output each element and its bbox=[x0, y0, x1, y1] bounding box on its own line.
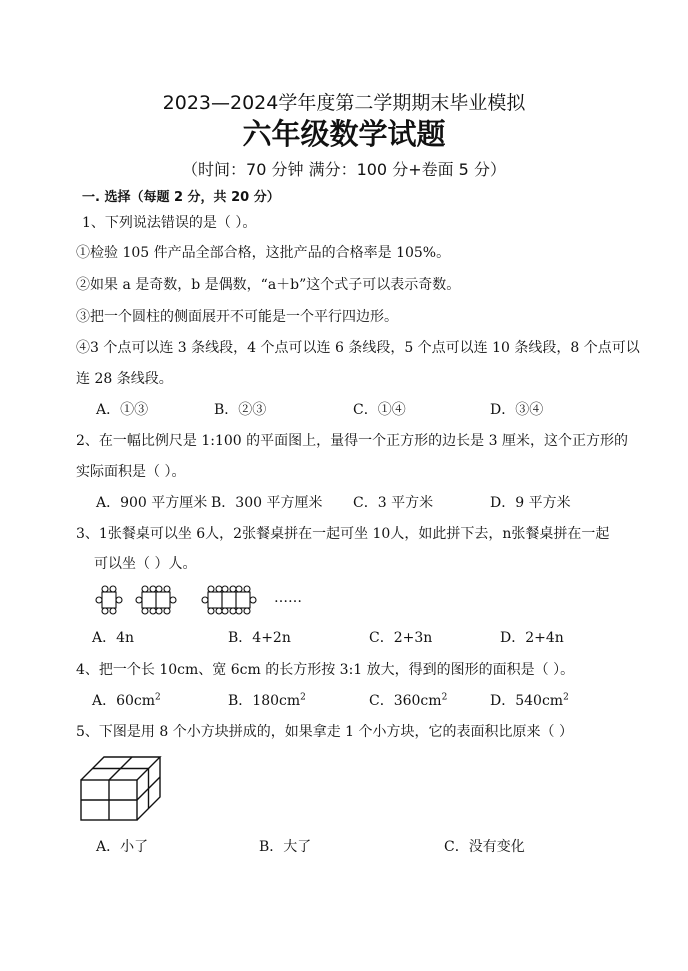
q4-option-d-text: D．540cm bbox=[490, 693, 564, 709]
q1-option-b[interactable]: B．②③ bbox=[214, 402, 267, 418]
exam-title: 六年级数学试题 bbox=[242, 117, 446, 151]
cube-stack-figure bbox=[80, 756, 162, 822]
table-arrangement-figure bbox=[94, 584, 294, 616]
q2-option-c[interactable]: C．3 平方米 bbox=[353, 495, 434, 511]
two-tables-diagram bbox=[136, 586, 176, 614]
q2-stem-cont: 实际面积是（ ）。 bbox=[76, 464, 186, 480]
q5-option-c[interactable]: C．没有变化 bbox=[444, 839, 525, 855]
q3-option-c[interactable]: C．2+3n bbox=[369, 630, 433, 646]
q5-option-b[interactable]: B．大了 bbox=[259, 839, 312, 855]
q4-option-c-text: C．360cm bbox=[369, 693, 442, 709]
q1-statement-2: ②如果 a 是奇数，b 是偶数，“a＋b”这个式子可以表示奇数。 bbox=[76, 277, 461, 293]
q4-option-b-text: B．180cm bbox=[228, 693, 301, 709]
q1-option-a[interactable]: A．①③ bbox=[96, 402, 149, 418]
q4-stem: 4、把一个长 10cm、宽 6cm 的长方形按 3:1 放大，得到的图形的面积是（ ）。 bbox=[76, 662, 575, 678]
q4-option-b[interactable] bbox=[228, 690, 306, 710]
section-heading: 一. 选择（每题 2 分，共 20 分） bbox=[82, 190, 280, 205]
q4-option-c[interactable] bbox=[369, 690, 447, 710]
q2-option-b[interactable]: B．300 平方厘米 bbox=[211, 495, 323, 511]
q3-option-d[interactable]: D．2+4n bbox=[500, 630, 564, 646]
q4-option-b-sup: 2 bbox=[300, 692, 306, 703]
q5-option-a[interactable]: A．小了 bbox=[96, 839, 149, 855]
q3-stem-cont: 可以坐（ ）人。 bbox=[94, 556, 197, 572]
q2-option-a[interactable]: A．900 平方厘米 bbox=[96, 495, 208, 511]
q4-option-d-sup: 2 bbox=[563, 692, 569, 703]
three-tables-diagram bbox=[202, 586, 256, 614]
figure-ellipsis: …… bbox=[274, 590, 302, 606]
one-table-diagram bbox=[96, 586, 122, 614]
q3-option-b[interactable]: B．4+2n bbox=[228, 630, 291, 646]
q2-option-d[interactable]: D．9 平方米 bbox=[490, 495, 571, 511]
q1-option-d[interactable]: D．③④ bbox=[490, 402, 544, 418]
q3-option-a[interactable]: A．4n bbox=[92, 630, 135, 646]
exam-title-line1: 2023—2024学年度第二学期期末毕业模拟 bbox=[162, 92, 526, 114]
q4-option-a[interactable] bbox=[92, 690, 161, 710]
q2-stem: 2、在一幅比例尺是 1:100 的平面图上，量得一个正方形的边长是 3 厘米，这个正方形的 bbox=[76, 433, 628, 449]
q4-option-a-text: A．60cm bbox=[92, 693, 156, 709]
q1-option-c[interactable]: C．①④ bbox=[353, 402, 406, 418]
q5-stem: 5、下图是用 8 个小方块拼成的，如果拿走 1 个小方块，它的表面积比原来（ ） bbox=[76, 724, 573, 740]
q3-stem: 3、1张餐桌可以坐 6人，2张餐桌拼在一起可坐 10人，如此拼下去，n张餐桌拼在一起 bbox=[76, 526, 610, 542]
q1-statement-4: ④3 个点可以连 3 条线段，4 个点可以连 6 条线段，5 个点可以连 10 条线段，8 个点可以 bbox=[76, 340, 640, 356]
exam-subtitle: （时间：70 分钟 满分：100 分+卷面 5 分） bbox=[182, 160, 506, 179]
q4-option-d[interactable] bbox=[490, 690, 569, 710]
q1-statement-3: ③把一个圆柱的侧面展开不可能是一个平行四边形。 bbox=[76, 309, 398, 325]
q4-option-c-sup: 2 bbox=[441, 692, 448, 703]
q1-stem: 1、下列说法错误的是（ ）。 bbox=[82, 215, 257, 231]
q1-statement-4-cont: 连 28 条线段。 bbox=[76, 371, 173, 387]
q4-option-a-sup: 2 bbox=[155, 692, 161, 703]
q1-statement-1: ①检验 105 件产品全部合格，这批产品的合格率是 105%。 bbox=[76, 245, 451, 261]
